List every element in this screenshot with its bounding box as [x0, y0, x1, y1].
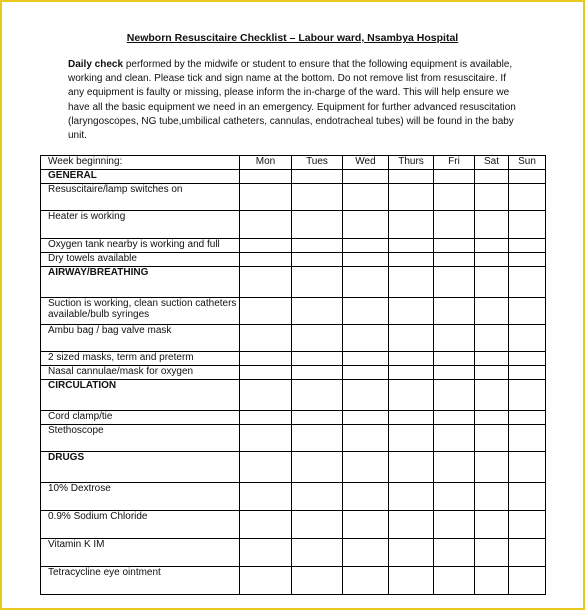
header-day-sun: Sun	[509, 156, 546, 170]
checklist-row	[41, 184, 546, 211]
check-cell-tues[interactable]	[292, 411, 343, 425]
check-cell-fri[interactable]	[434, 452, 475, 483]
check-cell-tues[interactable]	[292, 184, 343, 211]
checklist-row	[41, 483, 546, 511]
check-cell-tues[interactable]	[292, 452, 343, 483]
checklist-row	[41, 366, 546, 380]
check-cell-wed[interactable]	[343, 539, 389, 567]
check-cell-tues[interactable]	[292, 511, 343, 539]
check-cell-wed[interactable]	[343, 211, 389, 239]
checklist-row	[41, 325, 546, 352]
check-cell-sun[interactable]	[509, 452, 546, 483]
item-label: Stethoscope	[41, 425, 240, 452]
check-cell-wed[interactable]	[343, 253, 389, 267]
checklist-row	[41, 511, 546, 539]
checklist-row	[41, 253, 546, 267]
item-label: Ambu bag / bag valve mask	[41, 325, 240, 352]
checklist-row	[41, 539, 546, 567]
check-cell-mon[interactable]	[240, 452, 292, 483]
checklist-row	[41, 211, 546, 239]
check-cell-fri[interactable]	[434, 253, 475, 267]
check-cell-thurs[interactable]	[389, 539, 434, 567]
item-label: 10% Dextrose	[41, 483, 240, 511]
section-heading: AIRWAY/BREATHING	[41, 267, 240, 298]
check-cell-mon[interactable]	[240, 253, 292, 267]
check-cell-fri[interactable]	[434, 539, 475, 567]
check-cell-thurs[interactable]	[389, 298, 434, 325]
intro-text: performed by the midwife or student to ensure that the following equipment is available, working and clean. Please tick and sign name at the bottom. Do not remove list from resuscitaire. If any equipment is faulty or missing, please inform the in-charge of the ward. This will help ensure we have all the basic equipment we need in an emergency. Equipment for further advanced resuscitation (laryngoscopes, NG tube,umbilical catheters, cannulas, endotracheal tubes) will be found in the baby unit.	[68, 59, 516, 142]
check-cell-mon[interactable]	[240, 267, 292, 298]
check-cell-sun[interactable]	[509, 352, 546, 366]
check-cell-sun[interactable]	[509, 211, 546, 239]
check-cell-sun[interactable]	[509, 325, 546, 352]
intro-paragraph	[68, 58, 518, 143]
header-day-fri: Fri	[434, 156, 475, 170]
check-cell-wed[interactable]	[343, 567, 389, 595]
check-cell-sat[interactable]	[475, 411, 509, 425]
header-row	[41, 156, 546, 170]
item-label: Dry towels available	[41, 253, 240, 267]
checklist-row	[41, 239, 546, 253]
check-cell-fri[interactable]	[434, 425, 475, 452]
intro-lead: Daily check	[68, 59, 124, 70]
check-cell-fri[interactable]	[434, 511, 475, 539]
check-cell-mon[interactable]	[240, 170, 292, 184]
check-cell-mon[interactable]	[240, 366, 292, 380]
check-cell-sat[interactable]	[475, 211, 509, 239]
item-label: Resuscitaire/lamp switches on	[41, 184, 240, 211]
check-cell-thurs[interactable]	[389, 184, 434, 211]
check-cell-thurs[interactable]	[389, 170, 434, 184]
check-cell-wed[interactable]	[343, 325, 389, 352]
check-cell-wed[interactable]	[343, 411, 389, 425]
check-cell-tues[interactable]	[292, 483, 343, 511]
check-cell-thurs[interactable]	[389, 411, 434, 425]
check-cell-fri[interactable]	[434, 267, 475, 298]
item-label: Oxygen tank nearby is working and full	[41, 239, 240, 253]
header-day-thurs: Thurs	[389, 156, 434, 170]
check-cell-fri[interactable]	[434, 170, 475, 184]
checklist-row	[41, 411, 546, 425]
check-cell-tues[interactable]	[292, 539, 343, 567]
check-cell-mon[interactable]	[240, 425, 292, 452]
check-cell-fri[interactable]	[434, 380, 475, 411]
check-cell-fri[interactable]	[434, 211, 475, 239]
checklist-row	[41, 352, 546, 366]
check-cell-thurs[interactable]	[389, 511, 434, 539]
checklist-row	[41, 298, 546, 325]
check-cell-fri[interactable]	[434, 366, 475, 380]
check-cell-tues[interactable]	[292, 567, 343, 595]
check-cell-thurs[interactable]	[389, 452, 434, 483]
section-row	[41, 452, 546, 483]
header-week-beginning: Week beginning:	[41, 156, 240, 170]
check-cell-thurs[interactable]	[389, 380, 434, 411]
check-cell-wed[interactable]	[343, 239, 389, 253]
check-cell-thurs[interactable]	[389, 567, 434, 595]
check-cell-thurs[interactable]	[389, 425, 434, 452]
check-cell-mon[interactable]	[240, 539, 292, 567]
check-cell-mon[interactable]	[240, 483, 292, 511]
check-cell-mon[interactable]	[240, 239, 292, 253]
checklist-table	[40, 155, 546, 595]
check-cell-fri[interactable]	[434, 298, 475, 325]
check-cell-sat[interactable]	[475, 253, 509, 267]
check-cell-sun[interactable]	[509, 539, 546, 567]
checklist-body	[41, 156, 546, 595]
check-cell-sat[interactable]	[475, 170, 509, 184]
checklist-row	[41, 425, 546, 452]
check-cell-sat[interactable]	[475, 366, 509, 380]
check-cell-sat[interactable]	[475, 567, 509, 595]
check-cell-thurs[interactable]	[389, 483, 434, 511]
check-cell-sun[interactable]	[509, 253, 546, 267]
check-cell-sun[interactable]	[509, 170, 546, 184]
check-cell-mon[interactable]	[240, 567, 292, 595]
check-cell-sun[interactable]	[509, 184, 546, 211]
check-cell-sat[interactable]	[475, 380, 509, 411]
check-cell-mon[interactable]	[240, 380, 292, 411]
check-cell-thurs[interactable]	[389, 352, 434, 366]
check-cell-mon[interactable]	[240, 411, 292, 425]
header-day-wed: Wed	[343, 156, 389, 170]
check-cell-sun[interactable]	[509, 267, 546, 298]
check-cell-wed[interactable]	[343, 170, 389, 184]
check-cell-tues[interactable]	[292, 253, 343, 267]
check-cell-wed[interactable]	[343, 352, 389, 366]
check-cell-sun[interactable]	[509, 411, 546, 425]
section-heading: GENERAL	[41, 170, 240, 184]
check-cell-sat[interactable]	[475, 539, 509, 567]
item-label: Suction is working, clean suction catheters available/bulb syringes	[41, 298, 240, 325]
check-cell-sun[interactable]	[509, 567, 546, 595]
check-cell-fri[interactable]	[434, 239, 475, 253]
check-cell-sat[interactable]	[475, 452, 509, 483]
check-cell-mon[interactable]	[240, 211, 292, 239]
check-cell-mon[interactable]	[240, 352, 292, 366]
check-cell-wed[interactable]	[343, 511, 389, 539]
check-cell-fri[interactable]	[434, 325, 475, 352]
check-cell-tues[interactable]	[292, 366, 343, 380]
check-cell-wed[interactable]	[343, 483, 389, 511]
check-cell-sat[interactable]	[475, 298, 509, 325]
check-cell-sun[interactable]	[509, 425, 546, 452]
section-heading: CIRCULATION	[41, 380, 240, 411]
check-cell-sun[interactable]	[509, 366, 546, 380]
check-cell-tues[interactable]	[292, 325, 343, 352]
section-heading: DRUGS	[41, 452, 240, 483]
check-cell-wed[interactable]	[343, 366, 389, 380]
item-label: 2 sized masks, term and preterm	[41, 352, 240, 366]
check-cell-thurs[interactable]	[389, 325, 434, 352]
header-day-sat: Sat	[475, 156, 509, 170]
check-cell-mon[interactable]	[240, 325, 292, 352]
check-cell-thurs[interactable]	[389, 239, 434, 253]
check-cell-tues[interactable]	[292, 352, 343, 366]
check-cell-sat[interactable]	[475, 425, 509, 452]
check-cell-wed[interactable]	[343, 452, 389, 483]
check-cell-sun[interactable]	[509, 511, 546, 539]
item-label: Cord clamp/tie	[41, 411, 240, 425]
check-cell-sat[interactable]	[475, 325, 509, 352]
check-cell-wed[interactable]	[343, 380, 389, 411]
check-cell-fri[interactable]	[434, 411, 475, 425]
check-cell-wed[interactable]	[343, 425, 389, 452]
check-cell-mon[interactable]	[240, 511, 292, 539]
header-day-tues: Tues	[292, 156, 343, 170]
check-cell-thurs[interactable]	[389, 366, 434, 380]
check-cell-thurs[interactable]	[389, 253, 434, 267]
check-cell-sat[interactable]	[475, 267, 509, 298]
check-cell-wed[interactable]	[343, 298, 389, 325]
check-cell-sat[interactable]	[475, 352, 509, 366]
check-cell-sun[interactable]	[509, 298, 546, 325]
item-label: Tetracycline eye ointment	[41, 567, 240, 595]
section-row	[41, 267, 546, 298]
check-cell-sun[interactable]	[509, 483, 546, 511]
section-row	[41, 380, 546, 411]
section-row	[41, 170, 546, 184]
check-cell-wed[interactable]	[343, 184, 389, 211]
item-label: Heater is working	[41, 211, 240, 239]
check-cell-fri[interactable]	[434, 352, 475, 366]
item-label: Vitamin K IM	[41, 539, 240, 567]
check-cell-thurs[interactable]	[389, 211, 434, 239]
item-label: 0.9% Sodium Chloride	[41, 511, 240, 539]
check-cell-tues[interactable]	[292, 239, 343, 253]
check-cell-sat[interactable]	[475, 239, 509, 253]
check-cell-fri[interactable]	[434, 184, 475, 211]
check-cell-thurs[interactable]	[389, 267, 434, 298]
check-cell-fri[interactable]	[434, 483, 475, 511]
check-cell-mon[interactable]	[240, 184, 292, 211]
check-cell-tues[interactable]	[292, 267, 343, 298]
document-title: Newborn Resuscitaire Checklist – Labour ward, Nsambya Hospital	[126, 32, 459, 44]
check-cell-sat[interactable]	[475, 511, 509, 539]
check-cell-tues[interactable]	[292, 380, 343, 411]
check-cell-tues[interactable]	[292, 298, 343, 325]
check-cell-tues[interactable]	[292, 170, 343, 184]
check-cell-sat[interactable]	[475, 483, 509, 511]
check-cell-sun[interactable]	[509, 380, 546, 411]
check-cell-mon[interactable]	[240, 298, 292, 325]
check-cell-wed[interactable]	[343, 267, 389, 298]
check-cell-tues[interactable]	[292, 425, 343, 452]
item-label: Nasal cannulae/mask for oxygen	[41, 366, 240, 380]
check-cell-sat[interactable]	[475, 184, 509, 211]
header-day-mon: Mon	[240, 156, 292, 170]
check-cell-fri[interactable]	[434, 567, 475, 595]
check-cell-tues[interactable]	[292, 211, 343, 239]
checklist-row	[41, 567, 546, 595]
check-cell-sun[interactable]	[509, 239, 546, 253]
